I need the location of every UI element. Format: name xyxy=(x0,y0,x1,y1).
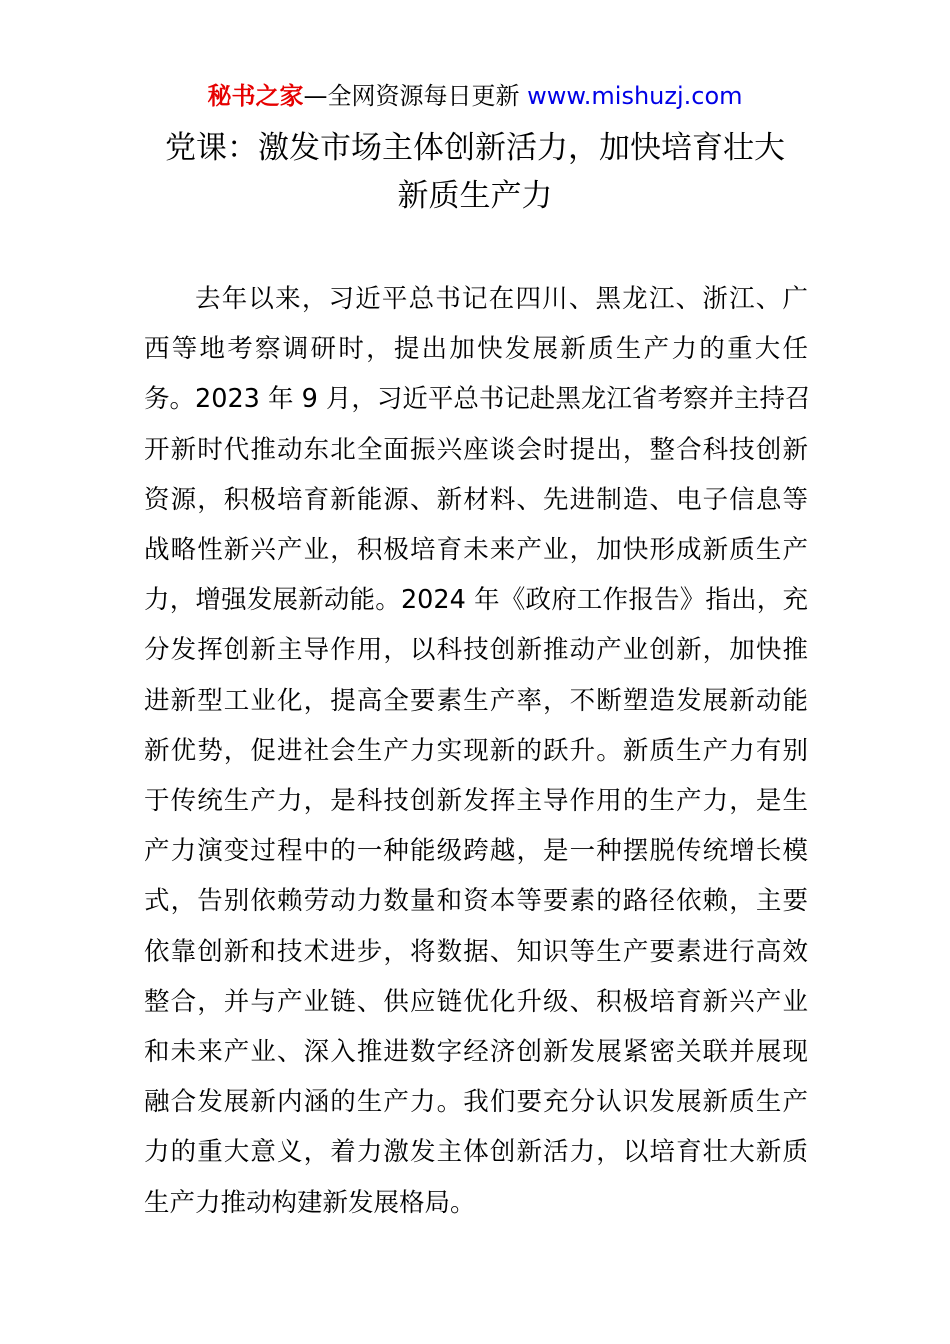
paragraph-line: 务。2023 年 9 月，习近平总书记赴黑龙江省考察并主持召 xyxy=(144,384,811,415)
paragraph-line: 力，增强发展新动能。2024 年《政府工作报告》指出，充 xyxy=(144,585,808,616)
paragraph-line: 整合，并与产业链、供应链优化升级、积极培育新兴产业 xyxy=(144,986,808,1017)
paragraph-line: 依靠创新和技术进步，将数据、知识等生产要素进行高效 xyxy=(144,936,808,967)
paragraph-line: 去年以来，习近平总书记在四川、黑龙江、浙江、广 xyxy=(195,284,808,314)
paragraph-line: 产力演变过程中的一种能级跨越，是一种摆脱传统增长模 xyxy=(144,836,808,867)
paragraph-line: 西等地考察调研时，提出加快发展新质生产力的重大任 xyxy=(144,334,808,365)
paragraph-line: 式，告别依赖劳动力数量和资本等要素的路径依赖，主要 xyxy=(144,886,808,917)
paragraph-line: 资源，积极培育新能源、新材料、先进制造、电子信息等 xyxy=(144,484,808,515)
header-tagline: —全网资源每日更新 xyxy=(303,82,528,110)
paragraph-line: 生产力推动构建新发展格局。 xyxy=(144,1187,476,1218)
paragraph-line: 分发挥创新主导作用，以科技创新推动产业创新，加快推 xyxy=(144,635,808,666)
title-line-1: 党课：激发市场主体创新活力，加快培育壮大 xyxy=(165,130,785,166)
site-url-link[interactable]: www.mishuzj.com xyxy=(527,82,743,110)
brand-name: 秘书之家 xyxy=(207,82,304,110)
body-paragraph xyxy=(144,274,811,1228)
paragraph-line: 和未来产业、深入推进数字经济创新发展紧密关联并展现 xyxy=(144,1037,808,1068)
paragraph-line: 战略性新兴产业，积极培育未来产业，加快形成新质生产 xyxy=(144,535,808,566)
paragraph-line: 开新时代推动东北全面振兴座谈会时提出，整合科技创新 xyxy=(144,434,808,465)
paragraph-line: 于传统生产力，是科技创新发挥主导作用的生产力，是生 xyxy=(144,786,808,817)
site-header xyxy=(0,80,950,112)
document-title xyxy=(0,124,950,220)
title-line-2: 新质生产力 xyxy=(397,178,553,214)
paragraph-line: 融合发展新内涵的生产力。我们要充分认识发展新质生产 xyxy=(144,1087,808,1118)
paragraph-line: 力的重大意义，着力激发主体创新活力，以培育壮大新质 xyxy=(144,1137,808,1168)
paragraph-line: 进新型工业化，提高全要素生产率，不断塑造发展新动能 xyxy=(144,685,808,716)
paragraph-line: 新优势，促进社会生产力实现新的跃升。新质生产力有别 xyxy=(144,735,808,766)
